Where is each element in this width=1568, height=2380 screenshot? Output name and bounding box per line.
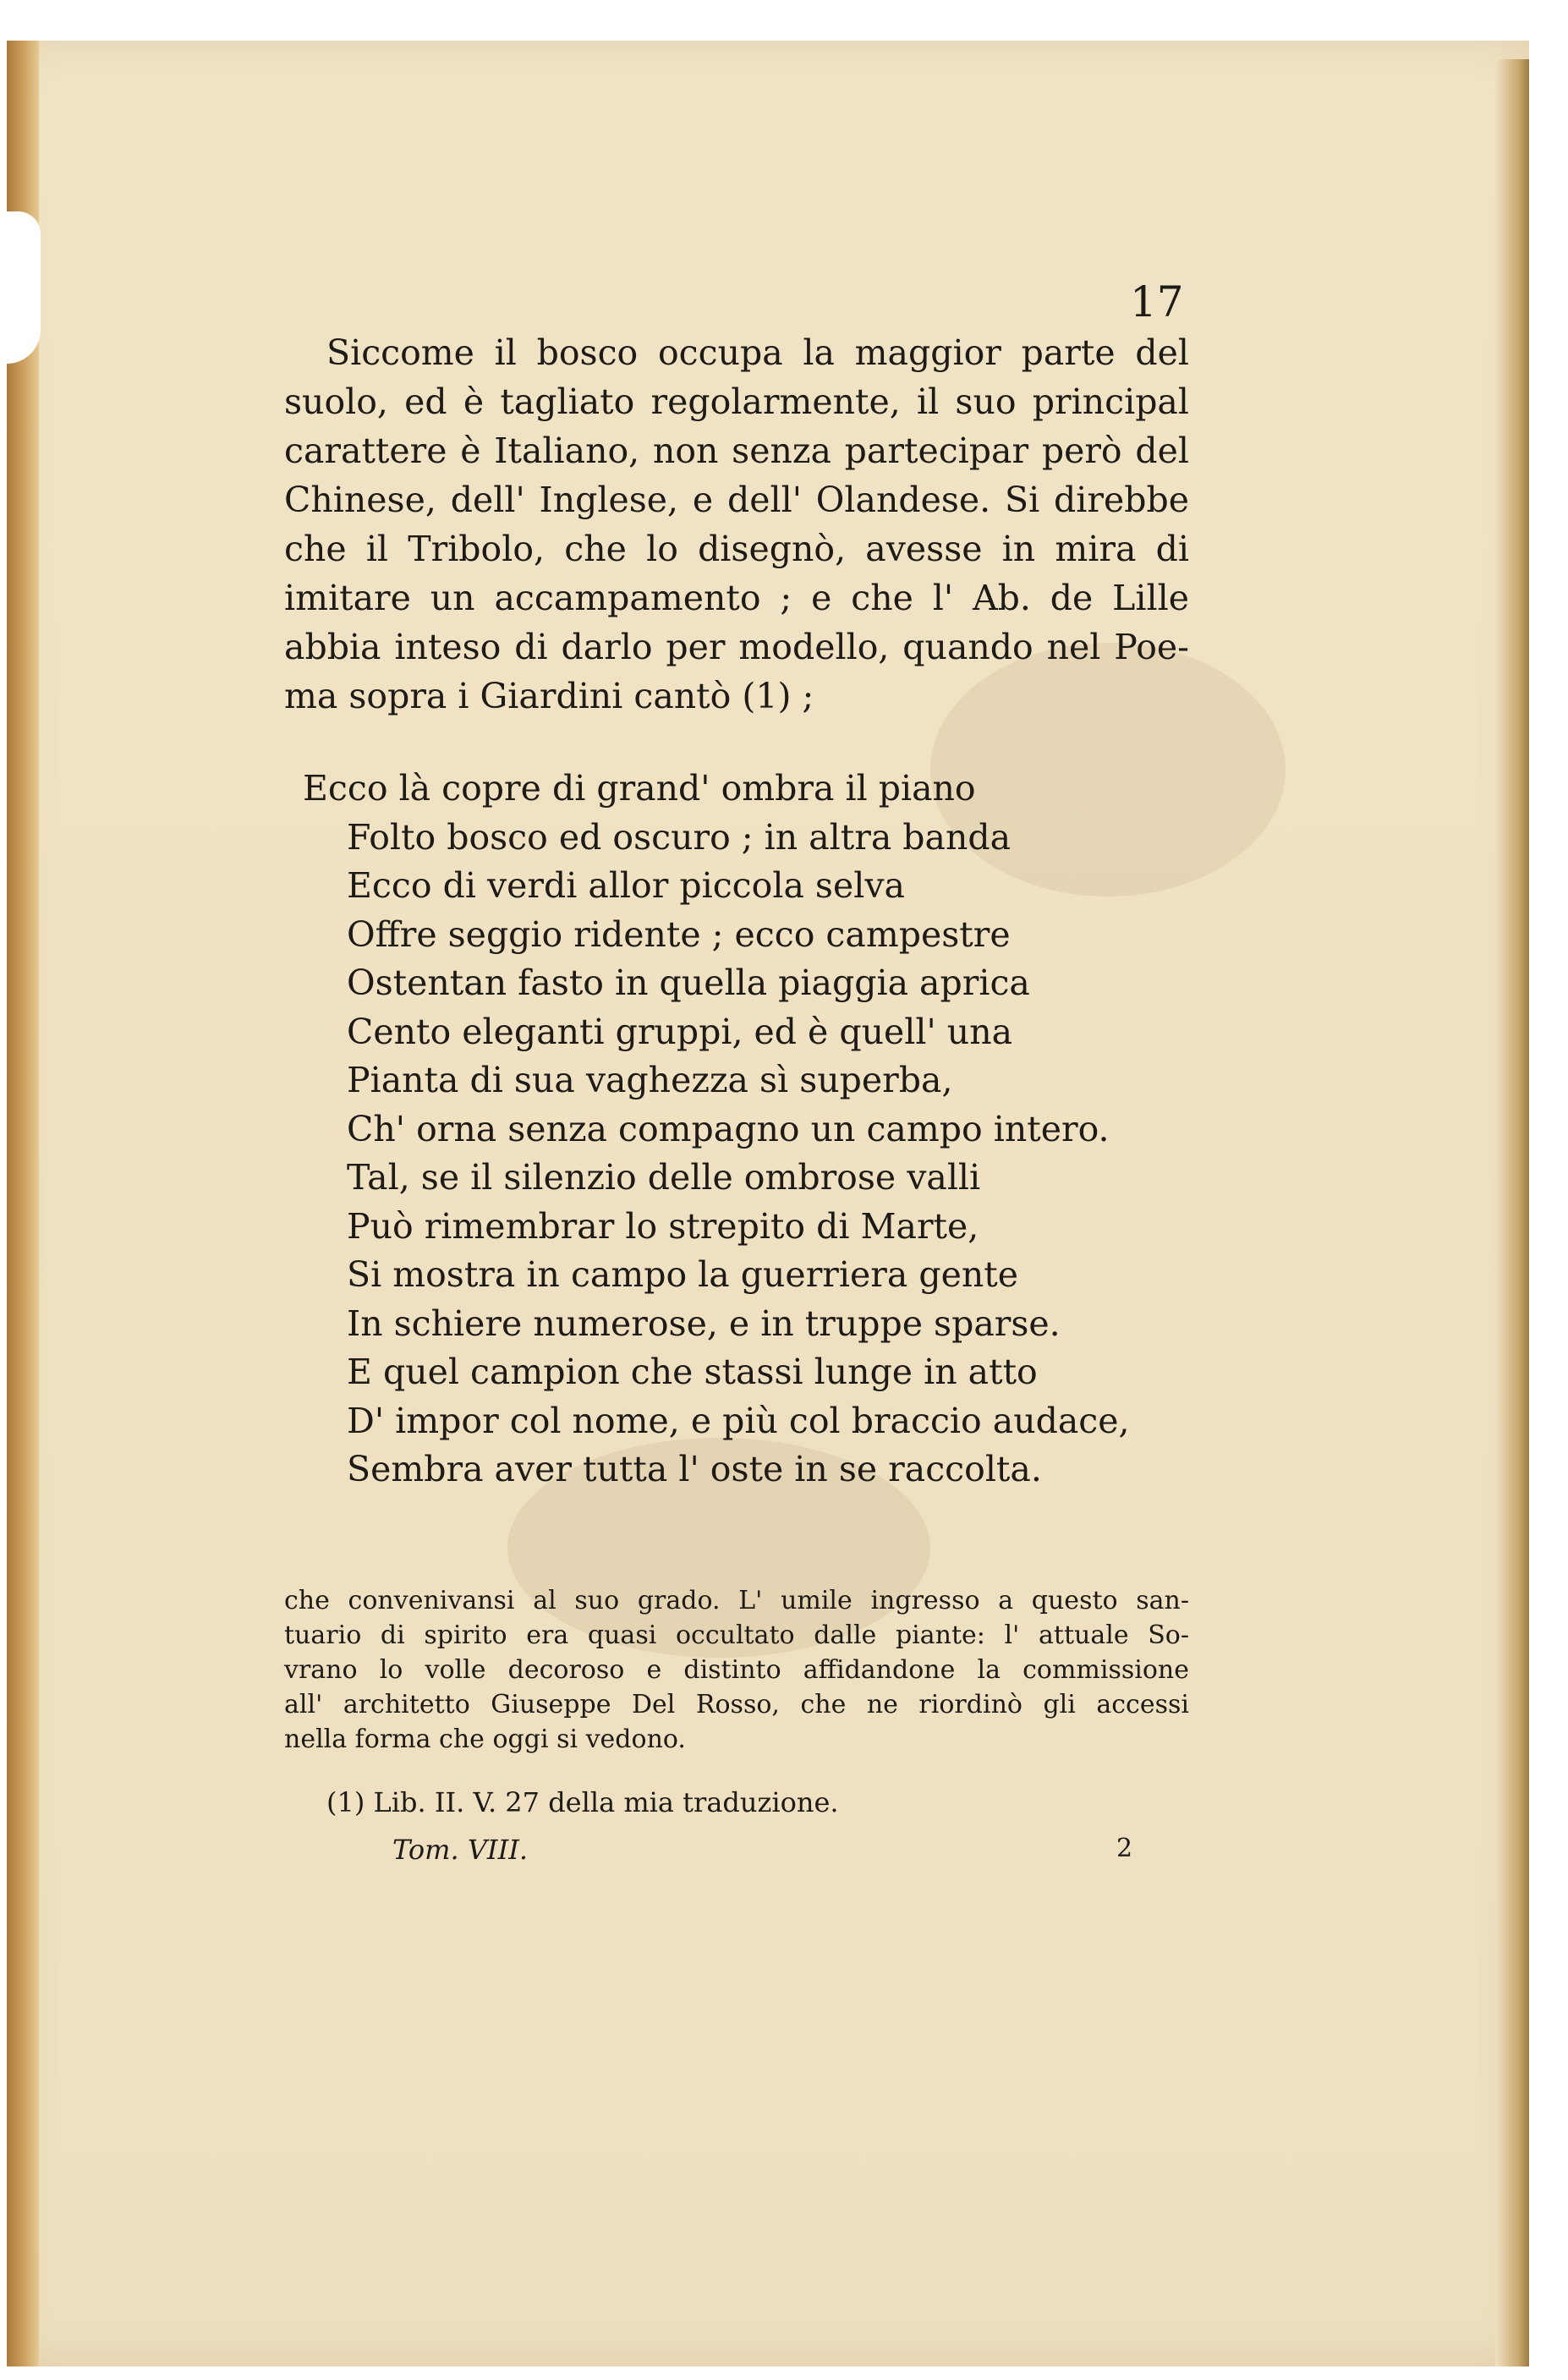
note-line: nella forma che oggi si vedono. xyxy=(284,1725,686,1754)
verse-line: Ostentan fasto in quella piaggia aprica xyxy=(347,962,1030,1003)
note-line: tuario di spirito era quasi occultato dalle piante: l' attuale So- xyxy=(284,1620,1189,1650)
page-right-edge xyxy=(1495,59,1529,2366)
prose-line: imitare un accampamento ; e che l' Ab. de Lille xyxy=(284,578,1189,618)
note-line: che convenivansi al suo grado. L' umile ingresso a questo san- xyxy=(284,1586,1189,1615)
note-line: all' architetto Giuseppe Del Rosso, che ne riordinò gli accessi xyxy=(284,1690,1189,1719)
prose-line: carattere è Italiano, non senza partecipar però del xyxy=(284,430,1189,471)
verse-quotation xyxy=(303,765,1130,1494)
verse-line: Ecco là copre di grand' ombra il piano xyxy=(303,768,976,809)
prose-line: suolo, ed è tagliato regolarmente, il suo principal xyxy=(284,381,1189,422)
verse-line: Pianta di sua vaghezza sì superba, xyxy=(347,1060,953,1100)
note-line: vrano lo volle decoroso e distinto affidandone la commissione xyxy=(284,1655,1189,1685)
volume-signature: Tom. VIII. xyxy=(392,1834,529,1866)
verse-line: Sembra aver tutta l' oste in se raccolta. xyxy=(347,1449,1042,1489)
verse-line: Può rimembrar lo strepito di Marte, xyxy=(347,1205,979,1247)
binding-edge xyxy=(7,41,39,2366)
verse-line: D' impor col nome, e più col braccio audace, xyxy=(347,1400,1130,1441)
verse-line: Si mostra in campo la guerriera gente xyxy=(347,1254,1018,1295)
prose-line: che il Tribolo, che lo disegnò, avesse in mira di xyxy=(284,529,1189,569)
prose-line: abbia inteso di darlo per modello, quando nel Poe- xyxy=(284,627,1189,667)
prose-line: ma sopra i Giardini cantò (1) ; xyxy=(284,676,814,716)
continued-note xyxy=(284,1583,1189,1757)
footnote: (1) Lib. II. V. 27 della mia traduzione. xyxy=(326,1786,839,1818)
verse-line: Tal, se il silenzio delle ombrose valli xyxy=(347,1157,981,1198)
prose-line: Siccome il bosco occupa la maggior parte del xyxy=(326,332,1189,373)
verse-line: Offre seggio ridente ; ecco campestre xyxy=(347,913,1011,955)
verse-line: Ecco di verdi allor piccola selva xyxy=(347,865,905,906)
torn-margin xyxy=(7,211,41,364)
verse-line: Cento eleganti gruppi, ed è quell' una xyxy=(347,1011,1013,1052)
verse-line: In schiere numerose, e in truppe sparse. xyxy=(347,1302,1061,1344)
sheet-signature: 2 xyxy=(1116,1834,1133,1863)
prose-paragraph xyxy=(284,328,1189,721)
verse-line: Folto bosco ed oscuro ; in altra banda xyxy=(347,816,1012,858)
prose-line: Chinese, dell' Inglese, e dell' Olandese. Si direbbe xyxy=(284,480,1189,520)
page-number: 17 xyxy=(1130,277,1184,326)
verse-line: Ch' orna senza compagno un campo intero. xyxy=(347,1108,1110,1149)
verse-line: E quel campion che stassi lunge in atto xyxy=(347,1352,1038,1392)
